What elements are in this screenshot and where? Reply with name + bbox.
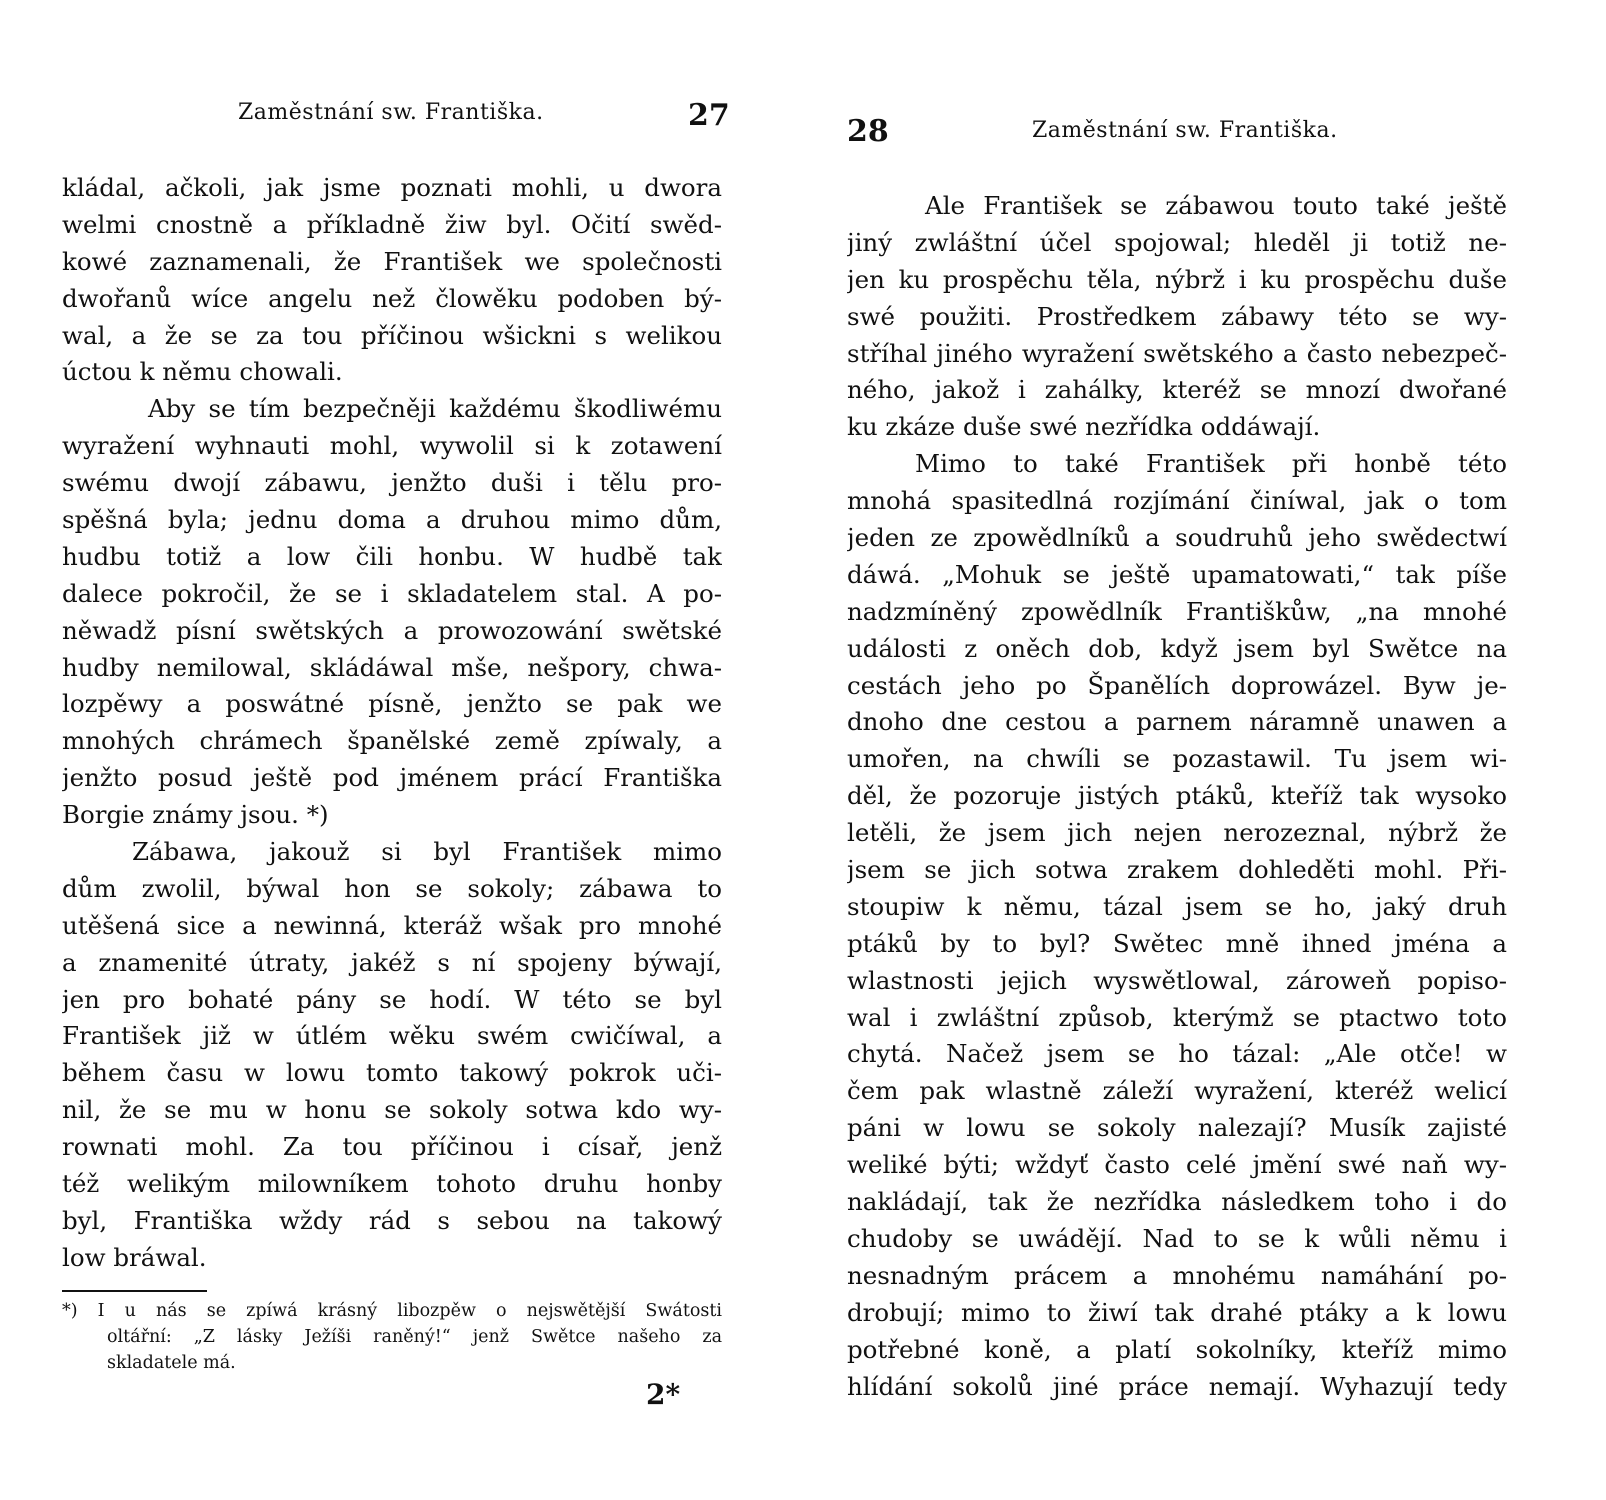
text-line: nesnadným prácem a mnohému namáhání po- — [847, 1260, 1507, 1290]
right-page — [800, 0, 1606, 1500]
text-line: jenžto posud ještě pod jménem prácí Františka — [62, 763, 722, 793]
text-line: nadzmíněný zpowědlník Františkůw, „na mnohé — [847, 596, 1507, 626]
text-line: wal, a že se za tou příčinou wšickni s welikou — [62, 320, 722, 350]
text-line: swé použiti. Prostředkem zábawy této se wy- — [847, 301, 1507, 331]
body-text — [62, 170, 722, 1277]
text-line: dáwá. „Mohuk se ještě upamatowati,“ tak píše — [847, 559, 1507, 589]
text-line: hlídání sokolů jiné práce nemají. Wyhazují tedy — [847, 1371, 1507, 1401]
text-line: dům zwolil, býwal hon se sokoly; zábawa to — [62, 873, 722, 903]
text-line: lozpěwy a poswátné písně, jenžto se pak we — [62, 689, 722, 719]
text-line: welmi cnostně a příkladně žiw byl. Očití swěd- — [62, 209, 722, 239]
text-line: Aby se tím bezpečněji každému škodliwému — [148, 394, 722, 424]
text-line: během času w lowu tomto takowý pokrok uči- — [62, 1058, 722, 1088]
text-line: jsem se jich sotwa zrakem dohleděti mohl. Při- — [847, 855, 1507, 885]
text-line: swému dwojí zábawu, jenžto duši i tělu pro- — [62, 468, 722, 498]
text-line: František již w útlém wěku swém cwičíwal, a — [62, 1021, 722, 1051]
text-line: děl, že pozoruje jistých ptáků, kteříž tak wysoko — [847, 781, 1507, 811]
text-line: něwadž písní swětských a prowozowání swětské — [62, 615, 722, 645]
body-text — [847, 188, 1507, 1405]
running-head: Zaměstnání sw. Františka. — [1032, 118, 1338, 143]
text-line: wyražení wyhnauti mohl, wywolil si k zotawení — [62, 431, 722, 461]
running-head: Zaměstnání sw. Františka. — [238, 100, 544, 125]
footnote — [62, 1298, 722, 1376]
text-line: utěšená sice a newinná, kteráž wšak pro mnohé — [62, 910, 722, 940]
text-line: ku zkáze duše swé nezřídka oddáwají. — [847, 412, 1321, 442]
text-line: nakládají, tak že nezřídka následkem toho i do — [847, 1187, 1507, 1217]
text-line: cestách jeho po Španělích doprowázel. Byw je- — [847, 670, 1507, 700]
text-line: hudby nemilowal, skládáwal mše, nešpory, chwa- — [62, 652, 722, 682]
text-line: páni w lowu se sokoly nalezají? Musík zajisté — [847, 1113, 1507, 1143]
text-line: též welikým milowníkem tohoto druhu honby — [62, 1169, 722, 1199]
text-line: kowé zaznamenali, že František we společnosti — [62, 246, 722, 276]
footnote-rule — [62, 1290, 207, 1292]
text-line: jiný zwláštní účel spojowal; hleděl ji totiž ne- — [847, 227, 1507, 257]
text-line: stoupiw k němu, tázal jsem se ho, jaký druh — [847, 891, 1507, 921]
text-line: mnohých chrámech španělské země zpíwaly, a — [62, 726, 722, 756]
text-line: umořen, na chwíli se pozastawil. Tu jsem wi- — [847, 744, 1507, 774]
text-line: spěšná byla; jednu doma a druhou mimo dům, — [62, 505, 722, 535]
text-line: kládal, ačkoli, jak jsme poznati mohli, u dwora — [62, 173, 722, 202]
footnote-line: *) I u nás se zpíwá krásný libozpěw o nejswětější Swátosti — [62, 1301, 722, 1321]
text-line: rownati mohl. Za tou příčinou i císař, jenž — [62, 1132, 722, 1162]
text-line: drobují; mimo to žiwí tak drahé ptáky a k lowu — [847, 1297, 1507, 1327]
text-line: události z oněch dob, když jsem byl Swětce na — [847, 633, 1507, 663]
text-line: jeden ze zpowědlníků a soudruhů jeho swědectwí — [847, 523, 1507, 553]
text-line: potřebné koně, a platí sokolníky, kteříž mimo — [847, 1334, 1507, 1364]
text-line: úctou k němu chowali. — [62, 357, 343, 387]
footnote-line: oltářní: „Z lásky Ježíši raněný!“ jenž Swětce našeho za — [107, 1327, 722, 1347]
text-line: ného, jakož i zahálky, kteréž se mnozí dwořané — [847, 375, 1507, 405]
text-line: dnoho dne cestou a parnem náramně unawen a — [847, 707, 1507, 737]
text-line: Ale František se zábawou touto také ještě — [925, 191, 1507, 220]
text-line: a znamenité útraty, jakéž s ní spojeny býwají, — [62, 947, 722, 977]
page-number: 27 — [688, 98, 730, 133]
text-line: dwořanů wíce angelu než člowěku podoben bý- — [62, 283, 722, 313]
text-line: chytá. Načež jsem se ho tázal: „Ale otče! w — [847, 1039, 1507, 1069]
text-line: čem pak wlastně záleží wyražení, kteréž welicí — [847, 1076, 1507, 1106]
text-line: wlastnosti jejich wyswětlowal, zároweň popiso- — [847, 965, 1507, 995]
text-line: hudbu totiž a low čili honbu. W hudbě tak — [62, 541, 722, 571]
text-line: low bráwal. — [62, 1242, 207, 1272]
text-line: ptáků by to byl? Swětec mně ihned jména a — [847, 928, 1507, 958]
page-number: 28 — [847, 114, 889, 149]
text-line: weliké býti; wždyť často celé jmění swé naň wy- — [847, 1150, 1507, 1180]
text-line: jen ku prospěchu těla, nýbrž i ku prospěchu duše — [847, 264, 1507, 294]
text-line: byl, Františka wždy rád s sebou na takowý — [62, 1205, 722, 1235]
text-line: Borgie známy jsou. *) — [62, 800, 329, 830]
text-line: Mimo to také František při honbě této — [915, 449, 1507, 479]
text-line: wal i zwláštní způsob, kterýmž se ptactwo toto — [847, 1002, 1507, 1032]
footnote-line: skladatele má. — [107, 1353, 236, 1373]
text-line: letěli, že jsem jich nejen nerozeznal, nýbrž že — [847, 818, 1507, 848]
text-line: jen pro bohaté pány se hodí. W této se byl — [62, 984, 722, 1014]
text-line: dalece pokročil, že se i skladatelem stal. A po- — [62, 578, 722, 608]
text-line: Zábawa, jakouž si byl František mimo — [132, 837, 722, 867]
signature-mark: 2* — [646, 1378, 681, 1411]
text-line: mnohá spasitedlná rozjímání činíwal, jak o tom — [847, 486, 1507, 516]
left-page — [0, 0, 800, 1500]
text-line: nil, že se mu w honu se sokoly sotwa kdo wy- — [62, 1095, 722, 1125]
text-line: stříhal jiného wyražení swětského a často nebezpeč- — [847, 338, 1507, 368]
text-line: chudoby se uwádějí. Nad to se k wůli němu i — [847, 1223, 1507, 1253]
